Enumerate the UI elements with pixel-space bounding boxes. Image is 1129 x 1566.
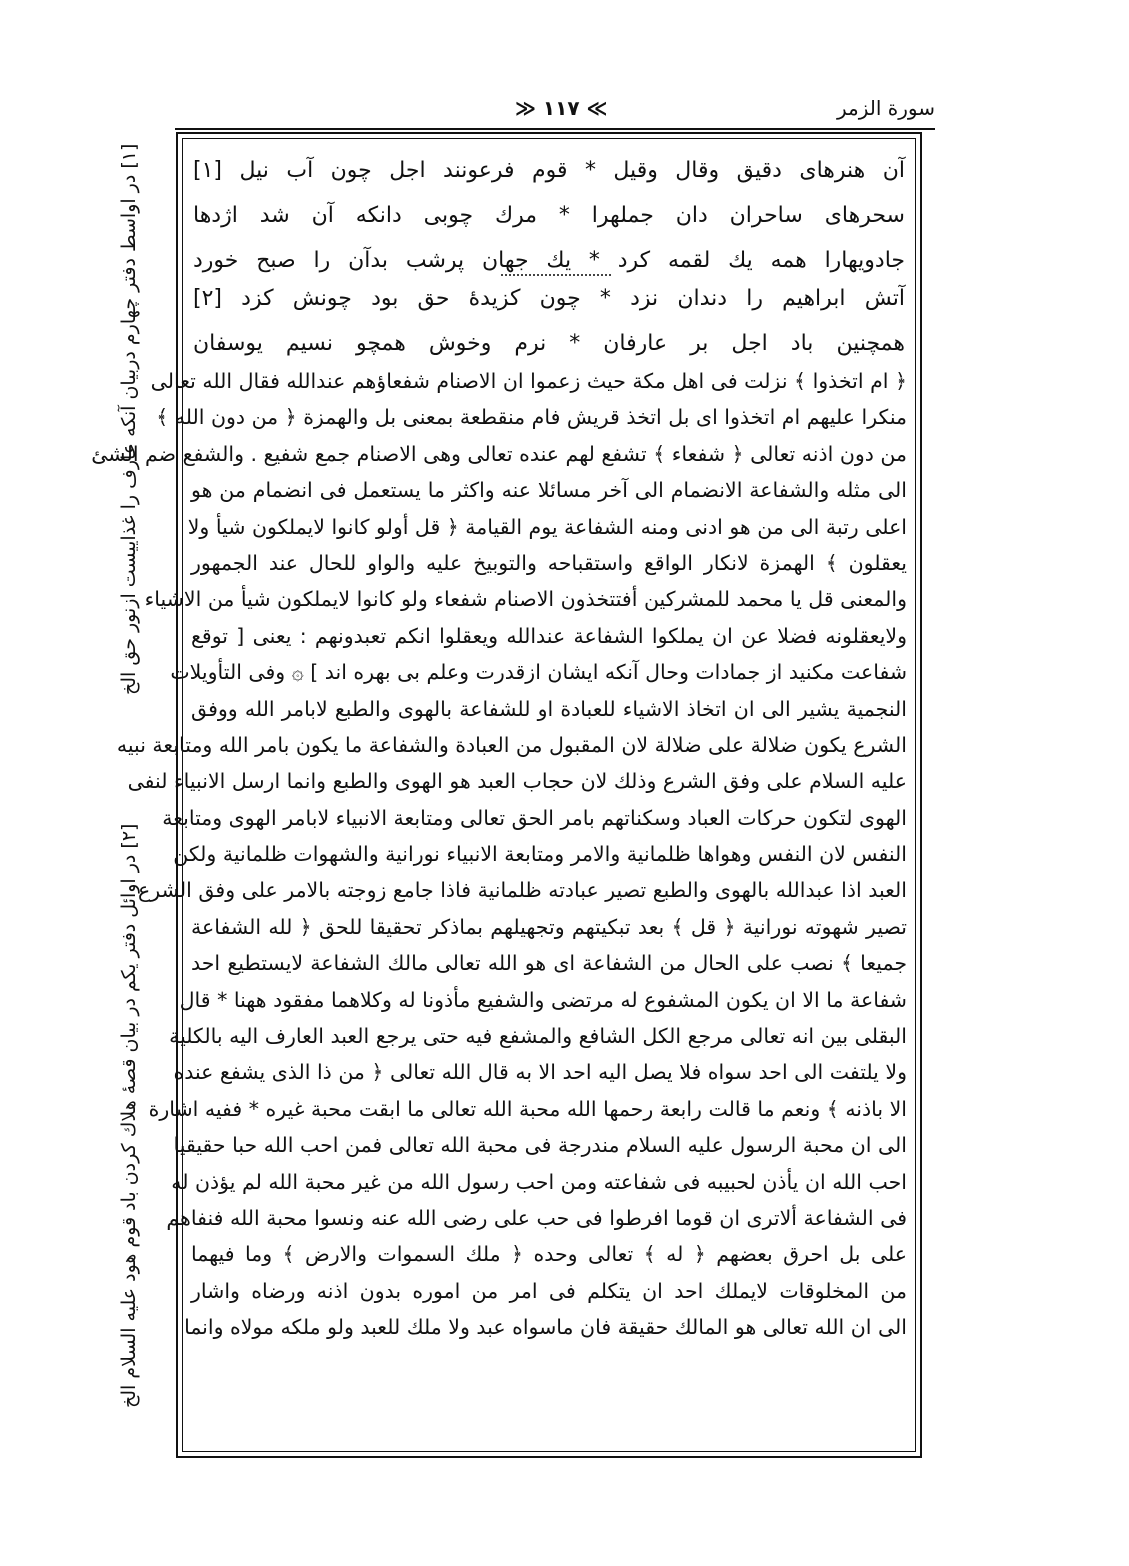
text-line: الا باذنه ﴾ ونعم ما قالت رابعة رحمها الله محبة الله تعالى ما ابقت محبة غيره * ففيه اشارة — [148, 1096, 907, 1121]
text-line: الى ان الله تعالى هو المالك حقيقة فان ماسواه عبد ولا ملك للعبد ولو ملكه مولاه وانما — [184, 1315, 907, 1340]
text-line: الى مثله والشفاعة الانضمام الى آخر مسائلا عنه واكثر ما يستعمل فى انضمام من هو — [191, 478, 907, 503]
text-line: ولا يلتفت الى احد سواه فلا يصل اليه احد الا به قال الله تعالى ﴿ من ذا الذى يشفع عنده — [173, 1060, 907, 1085]
surah-title: سورة الزمر — [836, 96, 935, 120]
text-line: الى ان محبة الرسول عليه السلام مندرجة فى محبة الله تعالى فمن احب الله حبا حقيقيا — [173, 1133, 907, 1158]
text-line: العبد اذا عبدالله بالهوى والطبع تصير عبادته ظلمانية فاذا جامع زوجته بالامر على وفق الشرع — [138, 878, 907, 903]
text-line: النفس لان النفس وهواها ظلمانية والامر ومتابعة الانبياء نورانية والشهوات ظلمانية ولكن — [173, 842, 907, 867]
text-line: ﴿ ام اتخذوا ﴾ نزلت فى اهل مكة حيث زعموا ان الاصنام شفعاؤهم عندالله فقال الله تعالى — [150, 369, 907, 393]
poem-verse: سحرهاى ساحران دان جملهرا * مرك چوبى دانكه آن شد اژدها — [193, 203, 905, 228]
text-line: فى الشفاعة ألاترى ان قوما افرطوا فى حب على رضى الله عنه ونسوا محبة الله فنفاهم — [166, 1205, 907, 1230]
poem-verse: جادويهارا همه يك لقمه كرد * يك جهان پرشب بدآن را صبح خورد — [193, 248, 905, 273]
text-line: احب الله ان يأذن لحبيبه فى شفاعته ومن احب رسول الله من غير محبة الله لم يؤذن له — [171, 1169, 907, 1194]
text-line: عليه السلام على وفق الشرع وذلك لان حجاب العبد هو الهوى والطبع وانما ارسل الانبياء لنفى — [127, 769, 907, 794]
margin-note-1: [١] در اواسط دفتر چهارم دربيان آنكه عارف را غذاييست ازنور حق الخ — [118, 144, 140, 696]
text-line: ولايعقلونه فضلا عن ان يملكوا الشفاعة عندالله ويعقلوا انكم تعبدونهم : يعنى [ توقع — [191, 623, 907, 648]
poem-block-1 — [193, 151, 905, 286]
text-line: جميعا ﴾ نصب على الحال من الشفاعة اى هو الله تعالى مالك الشفاعة لايستطيع احد — [191, 951, 907, 976]
poem-verse: آتش ابراهيم را دندان نزد * چون كزيدهٔ حق بود چونش كزد [٢] — [193, 286, 905, 311]
text-line: والمعنى قل يا محمد للمشركين أفتتخذون الاصنام شفعاء ولو كانوا لايملكون شيأ من الاشياء — [144, 587, 907, 612]
text-line: تصير شهوته نورانية ﴿ قل ﴾ بعد تبكيتهم وتجهيلهم بماذكر تحقيقا للحق ﴿ لله الشفاعة — [191, 914, 907, 939]
text-line: شفاعة ما الا ان يكون المشفوع له مرتضى والشفيع مأذونا له وكلاهما مفقود ههنا * قال — [179, 987, 907, 1012]
text-line: يعقلون ﴾ الهمزة لانكار الواقع واستقباحه والتوبيخ عليه والواو للحال عند الجمهور — [191, 550, 907, 575]
page-number: ≫ ١١٧ ≪ — [515, 96, 608, 120]
text-line: من المخلوقات لايملك احد ان يتكلم فى امر من اموره بدون اذنه ورضاه واشار — [191, 1278, 907, 1303]
poem-verse: آن هنرهاى دقيق وقال وقيل * قوم فرعونند اجل چون آب نيل [١] — [193, 158, 905, 183]
text-line: اعلى رتبة الى من هو ادنى ومنه الشفاعة يوم القيامة ﴿ قل أولو كانوا لايملكون شيأ ولا — [187, 514, 907, 539]
text-line: البقلى بين انه تعالى مرجع الكل الشافع والمشفع فيه حتى يرجع العبد العارف اليه بالكلية — [169, 1024, 907, 1049]
poem-verse: همچنين باد اجل بر عارفان * نرم وخوش همچو نسيم يوسفان — [193, 331, 905, 356]
text-line: الهوى لتكون حركات العباد وسكناتهم بامر الحق تعالى ومتابعة الانبياء لابامر الهوى ومتابعة — [162, 805, 907, 830]
poem-block-2 — [193, 279, 905, 369]
text-line: على بل احرق بعضهم ﴿ له ﴾ تعالى وحده ﴿ ملك السموات والارض ﴾ وما فيهما — [191, 1242, 907, 1267]
margin-note-2: [٢] در اوائل دفتر يكم در بيان قصهٔ هلاك كردن باد قوم هود عليه السلام الخ — [118, 824, 140, 1409]
text-line: من دون اذنه تعالى ﴿ شفعاء ﴾ تشفع لهم عنده تعالى وهى الاصنام جمع شفيع . والشفع ضم الشئ — [91, 441, 907, 466]
text-line: الشرع يكون ضلالة على ضلالة لان المقبول من العبادة والشفاعة ما يكون بامر الله ومتابعة نبيه — [116, 732, 907, 757]
verse-divider — [501, 274, 611, 276]
page-header — [175, 96, 935, 122]
text-line: النجمية يشير الى ان اتخاذ الاشياء للعبادة او للشفاعة بالهوى والطبع لابامر الله ووفق — [191, 696, 907, 721]
text-line: شفاعت مكنيد از جمادات وحال آنكه ايشان ازقدرت وعلم بى بهره اند ] ۞ وفى التأويلات — [170, 660, 907, 685]
text-line: منكرا عليهم ام اتخذوا اى بل اتخذ قريش فام منقطعة بمعنى بل والهمزة ﴿ من دون الله ﴾ — [156, 405, 907, 430]
header-rule — [175, 128, 935, 130]
